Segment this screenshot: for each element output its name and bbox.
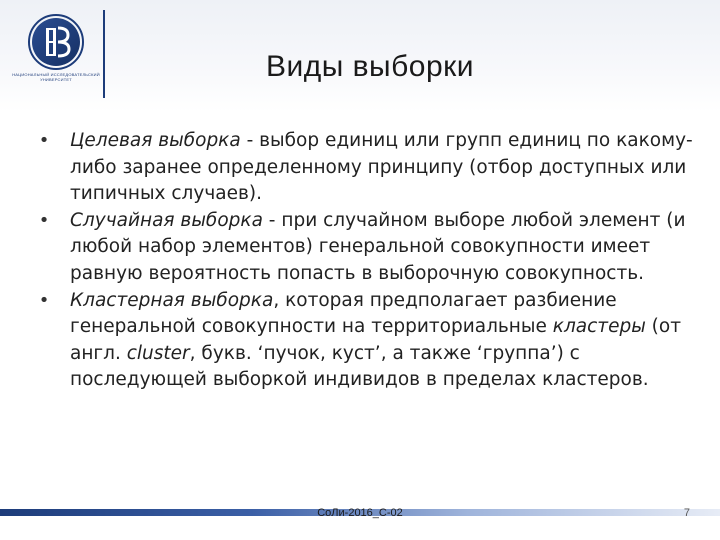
bullet-marker: •	[38, 130, 50, 151]
item-text: (от англ.	[70, 316, 681, 364]
item-text: - выбор единиц или групп единиц по какому-либо заранее определенному принципу (отбор доступных или типичных случаев).	[70, 130, 693, 205]
term-italic: Кластерная выборка	[70, 289, 274, 311]
slide-title: Виды выборки	[265, 50, 475, 83]
term-italic: cluster	[126, 342, 190, 364]
list-item	[34, 208, 694, 288]
term-italic: Целевая выборка	[70, 130, 241, 151]
item-text: - при случайном выборе любой элемент (и любой набор элементов) генеральной совокупности имеет равную вероятность попасть в выборочную совокупность.	[70, 209, 686, 284]
term-italic: кластеры	[552, 316, 646, 338]
list-item	[34, 128, 694, 208]
item-text: , букв. ‘пучок, куст’, а также ‘группа’) с последующей выборкой индивидов в пределах кластеров.	[70, 342, 649, 391]
page-number: 7	[683, 507, 690, 519]
logo-caption-line: НАЦИОНАЛЬНЫЙ ИССЛЕДОВАТЕЛЬСКИЙ УНИВЕРСИТЕТ	[12, 72, 100, 82]
bullet-marker: •	[38, 289, 50, 311]
bullet-list	[34, 128, 694, 394]
header-divider	[103, 10, 105, 98]
list-item	[34, 288, 694, 394]
item-text: , которая предполагает разбиение генеральной совокупности на территориальные	[70, 289, 617, 338]
slide-header	[0, 0, 720, 112]
bullet-marker: •	[38, 209, 50, 231]
footer-code: СоЛи-2016_С-02	[317, 507, 403, 519]
term-italic: Случайная выборка	[70, 209, 263, 231]
logo-caption	[8, 72, 104, 82]
